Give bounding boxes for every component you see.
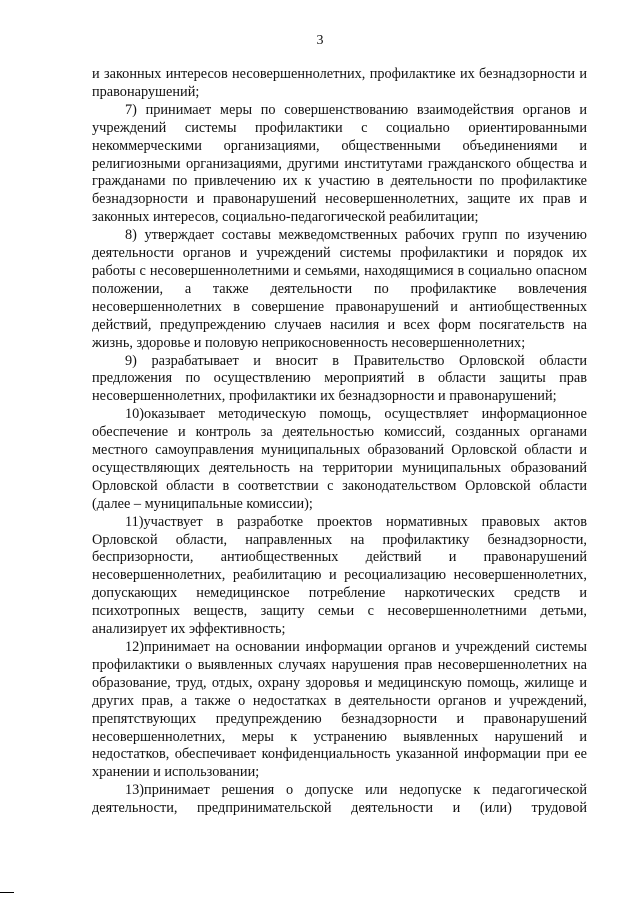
- paragraph-continuation: и законных интересов несовершеннолетних, профилактике их безнадзорности и правонарушений;: [92, 66, 587, 100]
- scan-edge-mark: [0, 892, 14, 893]
- paragraph-item-9: 9) разрабатывает и вносит в Правительство Орловской области предложения по осуществлению мероприятий в области защиты прав несовершеннолетних, профилактики их безнадзорности и правонарушений;: [92, 352, 587, 405]
- paragraph-item-7: 7) принимает меры по совершенствованию взаимодействия органов и учреждений системы профилактики с социально ориентированными некоммерческими организациями, общественными объединениями и религиозными организациями, другими институтами гражданского общества и гражданами по привлечению их к участию в деятельности по профилактике безнадзорности и правонарушений несовершеннолетних, защите их прав и законных интересов, социально-педагогической реабилитации;: [92, 101, 587, 226]
- document-body: [92, 66, 587, 818]
- paragraph-item-10: 10)оказывает методическую помощь, осуществляет информационное обеспечение и контроль за деятельностью комиссий, созданных органами местного самоуправления муниципальных образований Орловской области и осуществляющих деятельность на территории муниципальных образований Орловской области в соответствии с законодательством Орловской области (далее – муниципальные комиссии);: [92, 406, 587, 512]
- paragraph-item-8: 8) утверждает составы межведомственных рабочих групп по изучению деятельности органов и учреждений системы профилактики и порядок их работы с несовершеннолетними и семьями, находящимися в социально опасном положении, а также деятельности по профилактике вовлечения несовершеннолетних в совершение правонарушений и антиобщественных действий, предупреждению случаев насилия и всех форм посягательств на жизнь, здоровье и половую неприкосновенность несовершеннолетних;: [92, 227, 587, 351]
- paragraph-item-11: 11)участвует в разработке проектов нормативных правовых актов Орловской области, направленных на профилактику безнадзорности, беспризорности, антиобщественных действий и правонарушений несовершеннолетних, реабилитацию и ресоциализацию несовершеннолетних, допускающих немедицинское потребление наркотических средств и психотропных веществ, защиту семьи с несовершеннолетними детьми, анализирует их эффективность;: [92, 513, 587, 638]
- paragraph-item-13: 13)принимает решения о допуске или недопуске к педагогической деятельности, предпринимательской деятельности и (или) трудовой: [92, 782, 587, 817]
- page-number: 3: [316, 33, 324, 48]
- paragraph-item-12: 12)принимает на основании информации органов и учреждений системы профилактики о выявленных случаях нарушения прав несовершеннолетних на образование, труд, отдых, охрану здоровья и медицинскую помощь, жилище и других прав, а также о недостатках в деятельности органов и учреждений, препятствующих предупреждению безнадзорности и правонарушений несовершеннолетних, меры к устранению выявленных нарушений и недостатков, обеспечивает конфиденциальность указанной информации при ее хранении и использовании;: [92, 639, 587, 781]
